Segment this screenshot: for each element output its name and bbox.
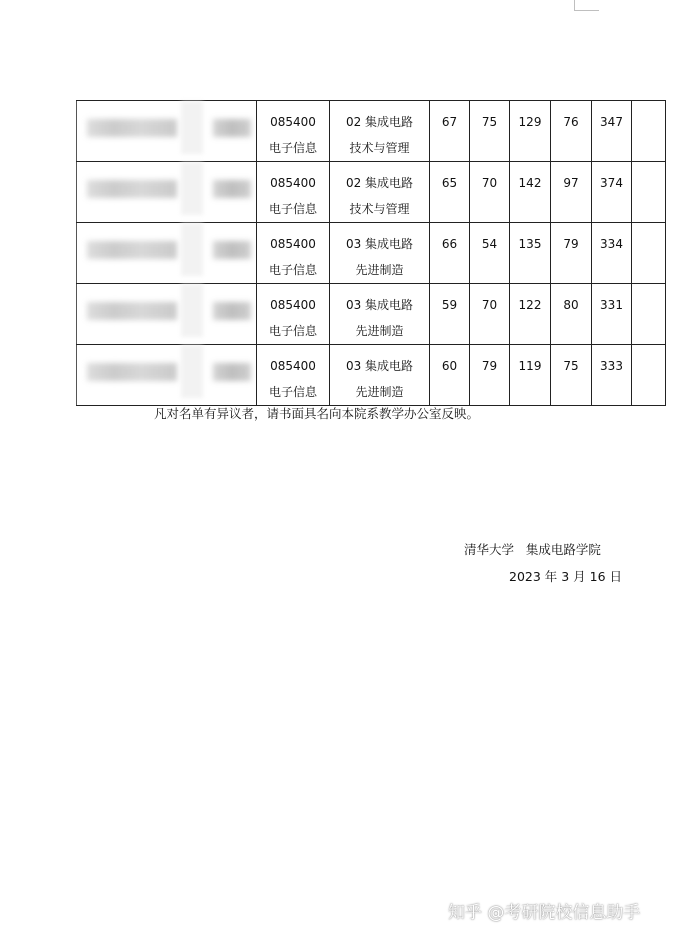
remark-cell bbox=[632, 284, 666, 345]
score-cell bbox=[551, 101, 592, 162]
blurred-redaction bbox=[87, 180, 177, 198]
score-value: 79 bbox=[563, 237, 579, 251]
score-value: 70 bbox=[481, 176, 498, 190]
program-cell bbox=[257, 284, 330, 345]
score-cell bbox=[510, 162, 551, 223]
score-cell bbox=[510, 223, 551, 284]
direction-code: 02 集成电路 bbox=[345, 176, 414, 190]
remark-cell bbox=[632, 223, 666, 284]
program-cell bbox=[257, 101, 330, 162]
remark-cell bbox=[632, 345, 666, 406]
score-cell bbox=[551, 345, 592, 406]
score-cell bbox=[510, 345, 551, 406]
remark-cell bbox=[632, 162, 666, 223]
direction-code: 03 集成电路 bbox=[345, 359, 414, 373]
direction-code: 03 集成电路 bbox=[345, 237, 414, 251]
direction-cell bbox=[330, 101, 430, 162]
watermark: 知乎 @考研院校信息助手 bbox=[448, 903, 641, 923]
redacted-name-cell bbox=[77, 162, 205, 223]
score-value: 80 bbox=[563, 298, 579, 312]
total-score-cell bbox=[592, 284, 632, 345]
score-value: 347 bbox=[600, 115, 623, 129]
direction-cell bbox=[330, 162, 430, 223]
remark-value bbox=[632, 101, 665, 109]
score-value: 97 bbox=[563, 176, 579, 190]
direction-cell bbox=[330, 223, 430, 284]
score-table bbox=[76, 100, 666, 406]
remark-value bbox=[632, 345, 665, 353]
score-table-body bbox=[77, 101, 666, 406]
score-value: 75 bbox=[563, 359, 579, 373]
direction-name: 技术与管理 bbox=[349, 202, 410, 216]
redacted-name-cell bbox=[77, 101, 205, 162]
program-cell bbox=[257, 223, 330, 284]
score-cell bbox=[430, 345, 470, 406]
remark-value bbox=[632, 162, 665, 170]
score-cell bbox=[470, 162, 510, 223]
redacted-id-cell bbox=[205, 223, 257, 284]
blurred-redaction bbox=[181, 345, 203, 398]
direction-name: 先进制造 bbox=[355, 385, 404, 399]
score-value: 75 bbox=[481, 115, 498, 129]
total-score-cell bbox=[592, 345, 632, 406]
signature-organization: 清华大学 集成电路学院 bbox=[464, 542, 601, 557]
direction-name: 先进制造 bbox=[355, 324, 404, 338]
score-cell bbox=[470, 223, 510, 284]
direction-code: 02 集成电路 bbox=[345, 115, 414, 129]
score-cell bbox=[551, 284, 592, 345]
score-value: 66 bbox=[441, 237, 458, 251]
direction-code: 03 集成电路 bbox=[345, 298, 414, 312]
blurred-redaction bbox=[181, 162, 203, 215]
blurred-redaction bbox=[213, 241, 251, 259]
program-cell bbox=[257, 162, 330, 223]
blurred-redaction bbox=[181, 284, 203, 337]
score-cell bbox=[470, 345, 510, 406]
blurred-redaction bbox=[181, 101, 203, 154]
score-cell bbox=[470, 101, 510, 162]
score-value: 374 bbox=[600, 176, 623, 190]
score-value: 119 bbox=[518, 359, 542, 373]
blurred-redaction bbox=[213, 363, 251, 381]
score-value: 65 bbox=[441, 176, 458, 190]
score-value: 67 bbox=[441, 115, 458, 129]
direction-name: 先进制造 bbox=[355, 263, 404, 277]
program-code: 085400 bbox=[270, 115, 316, 129]
redacted-id-cell bbox=[205, 162, 257, 223]
remark-value bbox=[632, 284, 665, 292]
total-score-cell bbox=[592, 101, 632, 162]
score-value: 331 bbox=[600, 298, 623, 312]
signature-date: 2023 年 3 月 16 日 bbox=[509, 569, 623, 584]
score-value: 333 bbox=[600, 359, 623, 373]
table-row bbox=[77, 284, 666, 345]
direction-cell bbox=[330, 284, 430, 345]
program-field: 电子信息 bbox=[268, 324, 317, 338]
score-cell bbox=[510, 101, 551, 162]
score-cell bbox=[510, 284, 551, 345]
program-code: 085400 bbox=[270, 298, 316, 312]
program-field: 电子信息 bbox=[268, 263, 317, 277]
total-score-cell bbox=[592, 223, 632, 284]
blurred-redaction bbox=[213, 180, 251, 198]
blurred-redaction bbox=[213, 302, 251, 320]
score-cell bbox=[551, 162, 592, 223]
score-cell bbox=[470, 284, 510, 345]
program-field: 电子信息 bbox=[268, 202, 317, 216]
remark-value bbox=[632, 223, 665, 231]
score-value: 60 bbox=[441, 359, 458, 373]
redacted-name-cell bbox=[77, 223, 205, 284]
redacted-id-cell bbox=[205, 101, 257, 162]
program-code: 085400 bbox=[270, 176, 316, 190]
score-value: 334 bbox=[600, 237, 623, 251]
score-value: 76 bbox=[563, 115, 579, 129]
program-field: 电子信息 bbox=[268, 385, 317, 399]
score-value: 142 bbox=[518, 176, 542, 190]
score-value: 79 bbox=[481, 359, 498, 373]
table-row bbox=[77, 101, 666, 162]
score-cell bbox=[430, 284, 470, 345]
score-cell bbox=[430, 101, 470, 162]
table-row bbox=[77, 223, 666, 284]
program-code: 085400 bbox=[270, 359, 316, 373]
blurred-redaction bbox=[87, 363, 177, 381]
remark-cell bbox=[632, 101, 666, 162]
direction-cell bbox=[330, 345, 430, 406]
blurred-redaction bbox=[87, 241, 177, 259]
table-row bbox=[77, 162, 666, 223]
table-row bbox=[77, 345, 666, 406]
redacted-name-cell bbox=[77, 284, 205, 345]
score-value: 59 bbox=[441, 298, 458, 312]
redacted-id-cell bbox=[205, 345, 257, 406]
blurred-redaction bbox=[87, 302, 177, 320]
score-value: 122 bbox=[518, 298, 542, 312]
score-value: 54 bbox=[481, 237, 498, 251]
score-cell bbox=[551, 223, 592, 284]
program-field: 电子信息 bbox=[268, 141, 317, 155]
score-value: 70 bbox=[481, 298, 498, 312]
page-corner-mark bbox=[574, 0, 599, 11]
score-cell bbox=[430, 162, 470, 223]
score-value: 135 bbox=[518, 237, 542, 251]
program-cell bbox=[257, 345, 330, 406]
score-cell bbox=[430, 223, 470, 284]
total-score-cell bbox=[592, 162, 632, 223]
score-value: 129 bbox=[518, 115, 542, 129]
program-code: 085400 bbox=[270, 237, 316, 251]
blurred-redaction bbox=[87, 119, 177, 137]
direction-name: 技术与管理 bbox=[349, 141, 410, 155]
blurred-redaction bbox=[213, 119, 251, 137]
notice-text: 凡对名单有异议者，请书面具名向本院系教学办公室反映。 bbox=[154, 406, 480, 421]
redacted-name-cell bbox=[77, 345, 205, 406]
redacted-id-cell bbox=[205, 284, 257, 345]
blurred-redaction bbox=[181, 223, 203, 276]
